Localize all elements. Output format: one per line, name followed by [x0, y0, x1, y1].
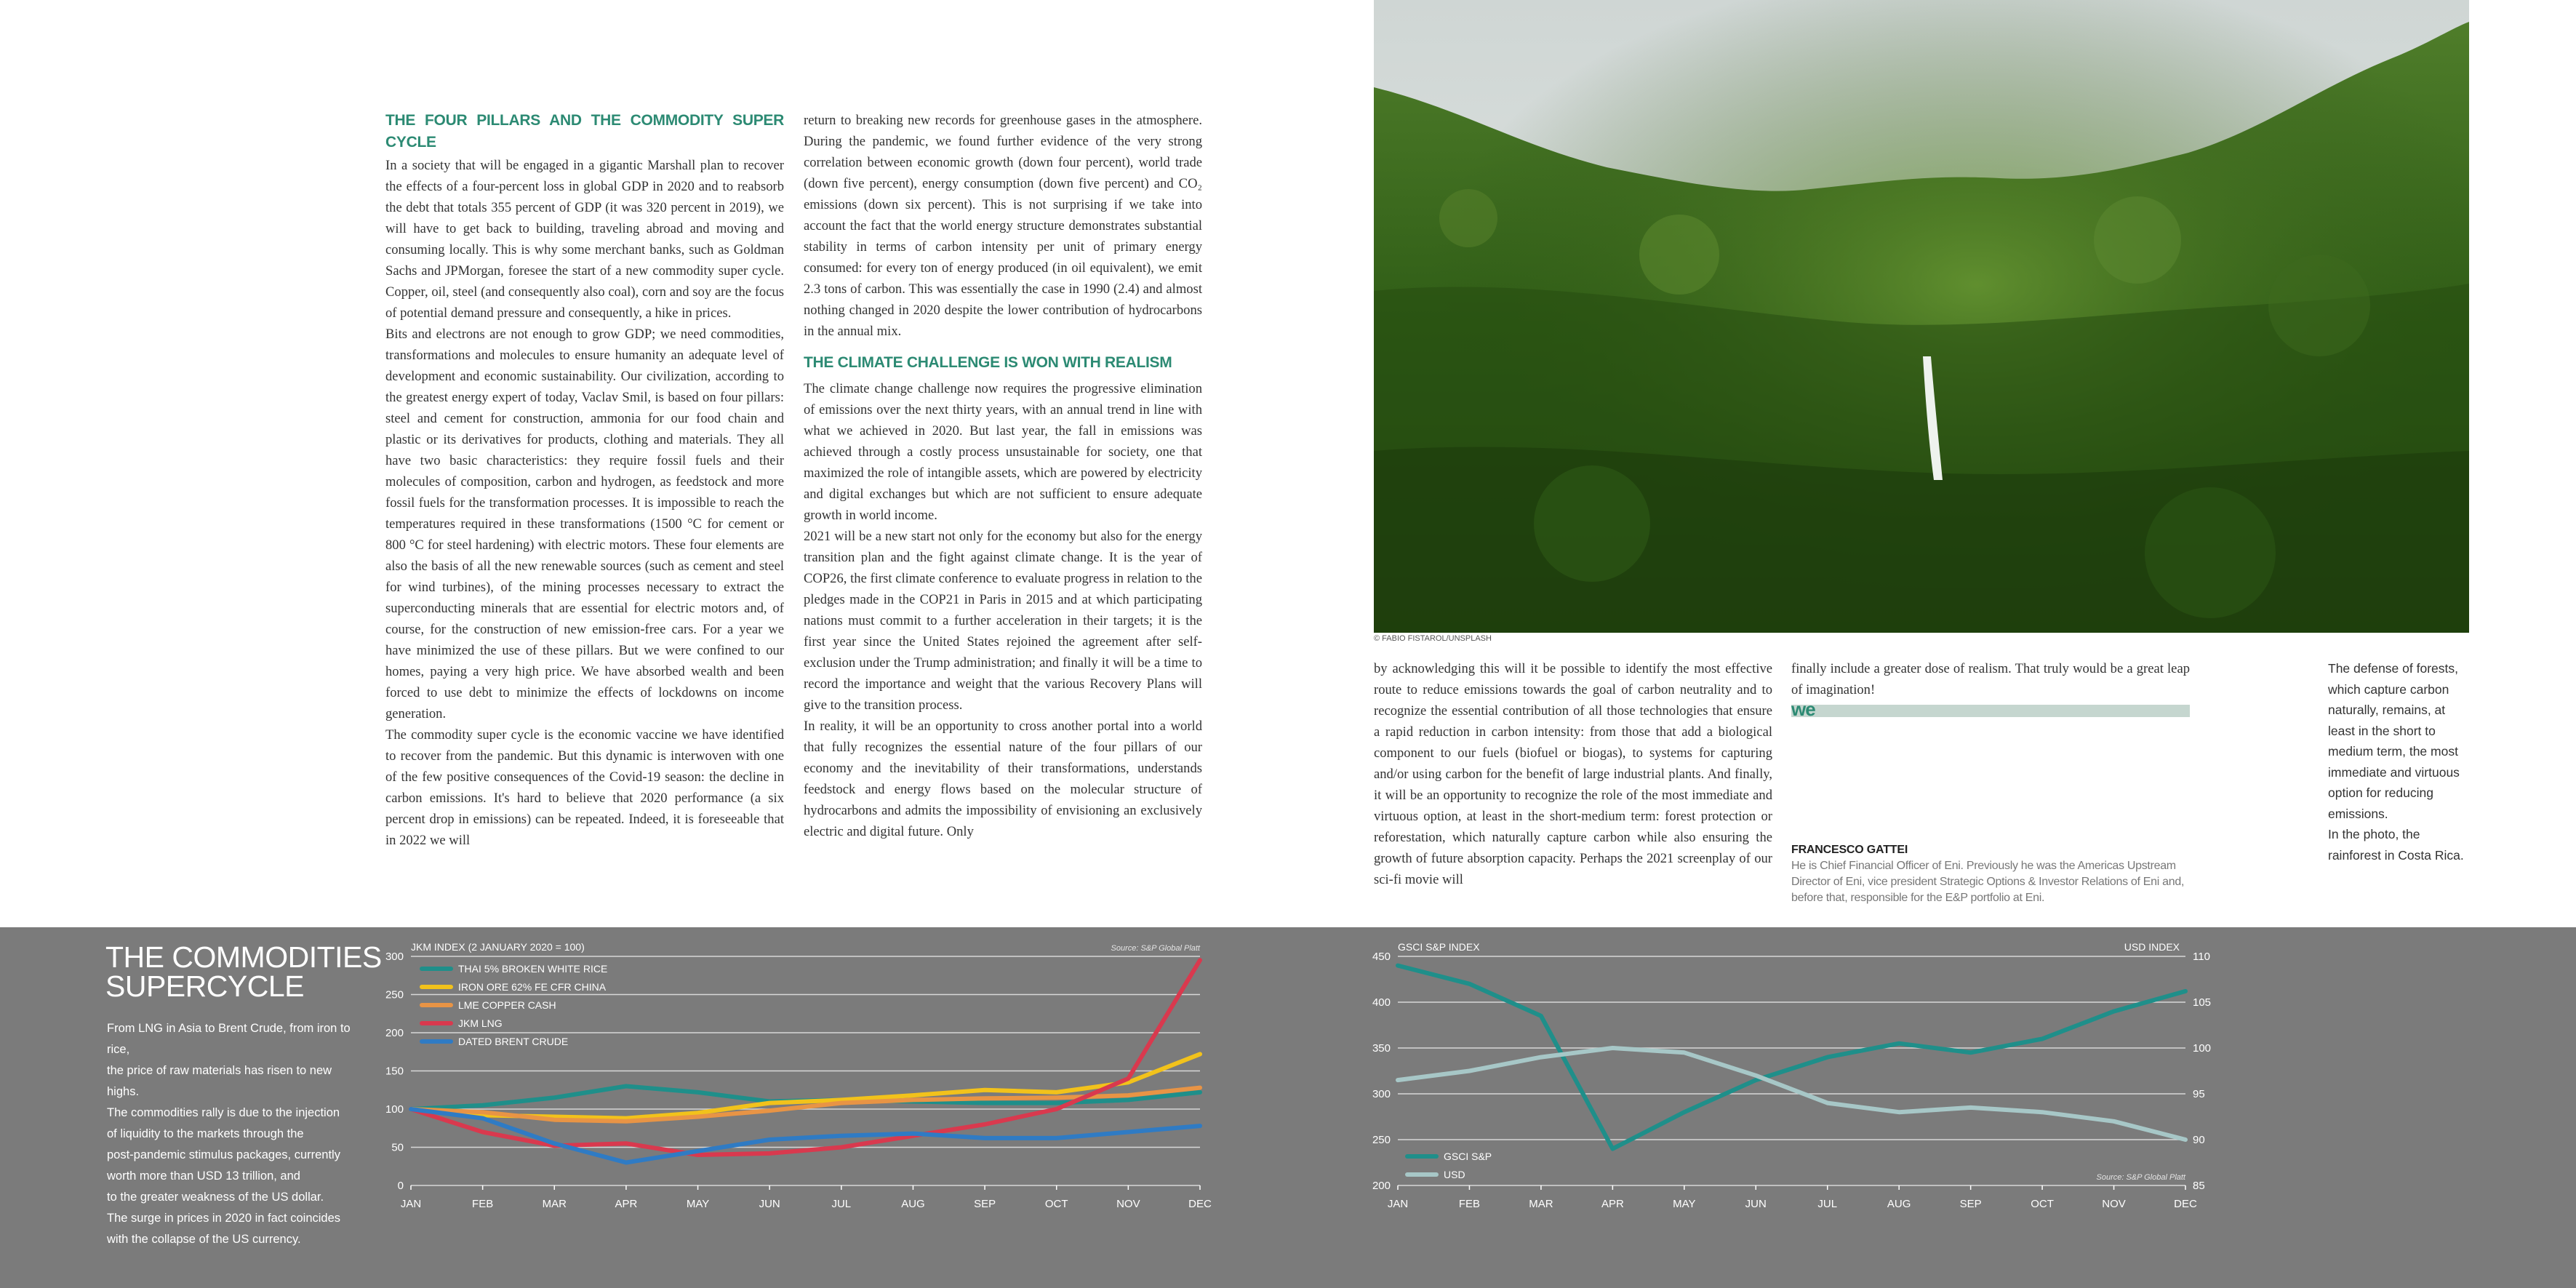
article-paragraph: In reality, it will be an opportunity to cross another portal into a world that fully recognizes the essential nature of the four pillars of our economy and the inevitability of their transformations, understands feedstock and energy flows based on the molecular structure of hydrocarbons and admits the impossibility of envisioning an exclusively electric and digital future. Only: [804, 719, 1202, 839]
pull-quote-fragment: we: [1791, 698, 1815, 720]
x-tick-label: MAR: [1529, 1198, 1553, 1210]
photo-caption: [2328, 658, 2471, 865]
rainforest-waterfall-image: [1374, 0, 2469, 633]
author-bio: He is Chief Financial Officer of Eni. Previously he was the Americas Upstream Director of Eni, vice president Strategic Options & Investor Relations of Eni and, before that, responsible for the E&P portfolio at Eni.: [1791, 860, 2185, 904]
article-paragraph: Bits and electrons are not enough to grow GDP; we need commodities, transformations and molecules to ensure humanity an adequate level of development and economic sustainability. Our civilization, according to the greatest energy expert of today, Vaclav Smil, is based on four pillars: steel and cement for construction, ammonia for our food chain and plastic or its derivatives for products, clothing and materials. They all have two basic characteristics: they require fossil fuels and their molecules of composition, carbon and hydrogen, as feedstock and more fossil fuels for the transformation processes. It is impossible to reach the temperatures required in these transformations (1500 °C for cement or 800 °C for steel hardening) with electric motors. These four elements are also the basis of all the new renewable sources (such as cement and steel for wind turbines), of the mining processes necessary to extract the superconducting minerals that are essential for electric motors and, of course, for the construction of new emission-free cars. For a year we have minimized the use of these pillars. But we were confined to our homes, paying a very high price. We have absorbed wealth and been forced to use debt to minimize the effects of lockdowns on income generation.: [385, 327, 784, 721]
chart-title: JKM INDEX (2 JANUARY 2020 = 100): [411, 941, 585, 953]
x-tick-label: FEB: [472, 1198, 494, 1210]
rainforest-photo: [1374, 0, 2469, 633]
y2-tick-label: 95: [2193, 1088, 2205, 1100]
y-tick-label: 250: [385, 988, 404, 1001]
band-title-line: SUPERCYCLE: [105, 969, 304, 1003]
chart-source: Source: S&P Global Platt: [1111, 944, 1200, 953]
legend-label: GSCI S&P: [1444, 1151, 1492, 1162]
x-tick-label: OCT: [1044, 1198, 1068, 1210]
y-tick-label: 300: [1372, 1088, 1391, 1100]
legend-label: LME COPPER CASH: [458, 999, 556, 1011]
x-tick-label: SEP: [974, 1198, 996, 1210]
jkm-index-chart: [378, 931, 1215, 1222]
band-title-line: THE COMMODITIES: [105, 940, 382, 974]
y-tick-label: 450: [1372, 951, 1391, 963]
y-tick-label: 200: [385, 1027, 404, 1039]
x-tick-label: AUG: [1887, 1198, 1911, 1210]
chart-title: GSCI S&P INDEX: [1398, 941, 1480, 953]
band-description-line: worth more than USD 13 trillion, and: [107, 1169, 300, 1183]
band-title: [105, 940, 382, 1003]
article-column-4: [1791, 658, 2190, 700]
gsci-usd-chart-svg: [1367, 931, 2211, 1222]
band-description-line: the price of raw materials has risen to new highs.: [107, 1064, 332, 1098]
x-tick-label: JAN: [1387, 1198, 1409, 1210]
y-tick-label: 150: [385, 1065, 404, 1078]
x-tick-label: OCT: [2031, 1198, 2054, 1210]
y2-tick-label: 90: [2193, 1134, 2205, 1146]
series-line: [1398, 966, 2185, 1149]
x-tick-label: FEB: [1458, 1198, 1481, 1210]
x-tick-label: DEC: [2174, 1198, 2197, 1210]
y-tick-label: 300: [385, 951, 404, 963]
x-tick-label: NOV: [2102, 1198, 2126, 1210]
band-description-line: with the collapse of the US currency.: [107, 1233, 301, 1246]
y2-tick-label: 110: [2193, 951, 2210, 963]
x-tick-label: MAR: [542, 1198, 567, 1210]
article-paragraph: finally include a greater dose of realism. That truly would be a great leap of imagination!: [1791, 661, 2190, 697]
band-description-line: The surge in prices in 2020 in fact coincides: [107, 1212, 341, 1225]
x-tick-label: JUL: [1817, 1198, 1838, 1210]
pull-quote-bar: [1791, 705, 2190, 717]
x-tick-label: JUN: [1745, 1198, 1767, 1210]
section-heading-four-pillars: THE FOUR PILLARS AND THE COMMODITY SUPER CYCLE: [385, 112, 784, 151]
article-paragraph: return to breaking new records for greenhouse gases in the atmosphere. During the pandemic, we found further evidence of the very strong correlation between economic growth (down four percent), world trade (down five percent), energy consumption (down five percent) and CO₂ emissions (down six percent). This is not surprising if we take into account the fact that the world energy structure demonstrates substantial stability in terms of carbon intensity per unit of primary energy consumed: for every ton of energy produced (in oil equivalent), we emit 2.3 tons of carbon. This was essentially the case in 1990 (2.4) and almost nothing changed in 2020 despite the lower contribution of hydrocarbons in the annual mix.: [804, 113, 1202, 339]
x-tick-label: SEP: [1959, 1198, 1982, 1210]
y-tick-label: 0: [397, 1180, 404, 1192]
band-description-line: The commodities rally is due to the injection: [107, 1106, 340, 1119]
x-tick-label: DEC: [1188, 1198, 1212, 1210]
y-tick-label: 50: [391, 1141, 404, 1154]
y-tick-label: 350: [1372, 1042, 1391, 1055]
x-tick-label: APR: [1601, 1198, 1624, 1210]
band-description-line: to the greater weakness of the US dollar.: [107, 1191, 324, 1204]
photo-caption-text: The defense of forests, which capture carbon naturally, remains, at least in the short to medium term, the most immediate and virtuous option for reducing emissions. In the photo, the rainforest in Costa Rica.: [2328, 661, 2464, 863]
band-description-line: post-pandemic stimulus packages, currently: [107, 1148, 340, 1161]
author-name: FRANCESCO GATTEI: [1791, 844, 1908, 856]
jkm-index-chart-svg: [378, 931, 1215, 1222]
article-column-1: [385, 110, 784, 851]
y-tick-label: 400: [1372, 996, 1391, 1009]
legend-label: JKM LNG: [458, 1017, 503, 1029]
y2-tick-label: 105: [2193, 996, 2212, 1009]
x-tick-label: JUN: [759, 1198, 780, 1210]
series-line: [411, 1088, 1200, 1121]
gsci-usd-chart: [1367, 931, 2211, 1222]
y2-tick-label: 85: [2193, 1180, 2205, 1192]
x-tick-label: NOV: [1116, 1198, 1140, 1210]
band-description-line: From LNG in Asia to Brent Crude, from iron to rice,: [107, 1022, 351, 1056]
article-paragraph: In a society that will be engaged in a gigantic Marshall plan to recover the effects of a four-percent loss in global GDP in 2020 and to reabsorb the debt that totals 355 percent of GDP (it was 320 percent in 2019), we will have to get back to building, traveling abroad and moving and consuming locally. This is why some merchant banks, such as Goldman Sachs and JPMorgan, foresee the start of a new commodity super cycle. Copper, oil, steel (and consequently also coal), corn and soy are the focus of potential demand pressure and consequently, a hike in prices.: [385, 158, 784, 321]
legend-label: THAI 5% BROKEN WHITE RICE: [458, 963, 608, 975]
photo-credit: © FABIO FISTAROL/UNSPLASH: [1374, 634, 1492, 643]
x-tick-label: APR: [615, 1198, 638, 1210]
legend-label: USD: [1444, 1169, 1465, 1180]
x-tick-label: MAY: [686, 1198, 710, 1210]
x-tick-label: JAN: [400, 1198, 422, 1210]
legend-label: DATED BRENT CRUDE: [458, 1036, 569, 1047]
y-tick-label: 100: [385, 1103, 404, 1116]
x-tick-label: JUL: [831, 1198, 852, 1210]
y-tick-label: 200: [1372, 1180, 1391, 1192]
article-paragraph: The commodity super cycle is the economic vaccine we have identified to recover from the pandemic. But this dynamic is interwoven with one of the few positive consequences of the Covid-19 season: the decline in carbon emissions. It's hard to believe that 2020 performance (a six percent drop in emissions) can be repeated. Indeed, it is foreseeable that in 2022 we will: [385, 727, 784, 848]
y-tick-label: 250: [1372, 1134, 1391, 1146]
article-paragraph: 2021 will be a new start not only for the economy but also for the energy transition plan and the fight against climate change. It is the year of COP26, the first climate conference to evaluate progress in relation to the pledges made in the COP21 in Paris in 2015 and at which participating nations must commit to a further acceleration in their targets; it is the first year since the United States rejoined the agreement after self-exclusion under the Trump administration; and finally it will be a time to record the importance and weight that the various Recovery Plans will give to the transition process.: [804, 529, 1202, 713]
y2-tick-label: 100: [2193, 1042, 2212, 1055]
x-tick-label: AUG: [901, 1198, 925, 1210]
legend-label: IRON ORE 62% FE CFR CHINA: [458, 981, 607, 993]
article-paragraph: by acknowledging this will it be possible to identify the most effective route to reduce emissions towards the goal of carbon neutrality and to recognize the essential contribution of all those technologies that ensure a rapid reduction in carbon intensity: from those that add a biological component to our fuels (biofuel or biogas), to systems for capturing and/or using carbon for the benefit of large industrial plants. And finally, it will be an opportunity to recognize the role of the most immediate and virtuous option, at least in the short-medium term: forest protection or reforestation, which naturally capture carbon while also ensuring the growth of future absorption capacity. Perhaps the 2021 screenplay of our sci-fi movie will: [1374, 661, 1772, 887]
article-paragraph: The climate change challenge now requires the progressive elimination of emissions over the next thirty years, with an annual trend in line with what we achieved in 2020. But last year, the fall in emissions was achieved through a costly process unsustainable for society, one that maximized the role of intangible assets, which are powered by electricity and digital exchanges but which are not sufficient to ensure adequate growth in world income.: [804, 381, 1202, 523]
band-description-line: of liquidity to the markets through the: [107, 1127, 304, 1140]
article-column-3: [1374, 658, 1772, 890]
author-box: [1791, 844, 2190, 906]
section-heading-climate-challenge: THE CLIMATE CHALLENGE IS WON WITH REALISM: [804, 354, 1172, 371]
band-description: [107, 1018, 354, 1250]
x-tick-label: MAY: [1673, 1198, 1696, 1210]
article-column-2: [804, 110, 1202, 842]
right-axis-title: USD INDEX: [2124, 941, 2180, 953]
chart-source: Source: S&P Global Platt: [2096, 1173, 2185, 1182]
